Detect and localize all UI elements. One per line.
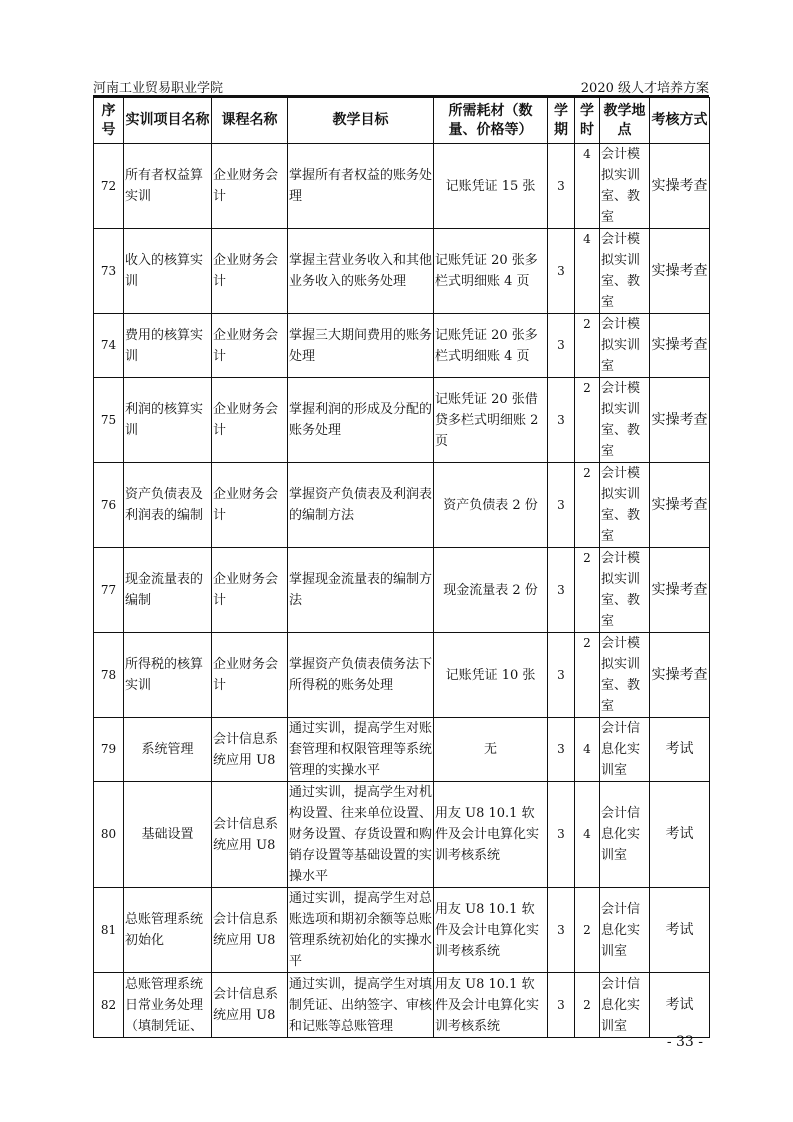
cell-exam: 实操考查 <box>650 548 710 633</box>
cell-exam: 考试 <box>650 973 710 1038</box>
cell-hours: 2 <box>575 378 600 463</box>
document-title: 2020 级人才培养方案 <box>580 81 709 96</box>
cell-hours: 4 <box>575 718 600 782</box>
cell-exam: 实操考查 <box>650 633 710 718</box>
table-row <box>94 888 710 973</box>
cell-materials: 记账凭证 20 张多栏式明细账 4 页 <box>434 314 548 378</box>
col-header-materials: 所需耗材（数量、价格等） <box>434 98 548 144</box>
col-header-goal: 教学目标 <box>288 98 434 144</box>
cell-course: 企业财务会计 <box>212 463 288 548</box>
cell-project: 费用的核算实训 <box>124 314 212 378</box>
cell-project: 总账管理系统初始化 <box>124 888 212 973</box>
cell-location: 会计模拟实训室、教室 <box>600 229 650 314</box>
cell-project: 利润的核算实训 <box>124 378 212 463</box>
cell-hours: 4 <box>575 144 600 229</box>
cell-num: 72 <box>94 144 124 229</box>
institution-name: 河南工业贸易职业学院 <box>93 81 224 96</box>
cell-location: 会计信息化实训室 <box>600 782 650 888</box>
cell-goal: 通过实训，提高学生对填制凭证、出纳签字、审核和记账等总账管理 <box>288 973 434 1038</box>
table-row <box>94 229 710 314</box>
cell-course: 企业财务会计 <box>212 229 288 314</box>
cell-materials: 记账凭证 10 张 <box>434 633 548 718</box>
cell-materials: 用友 U8 10.1 软件及会计电算化实训考核系统 <box>434 973 548 1038</box>
cell-location: 会计模拟实训室、教室 <box>600 548 650 633</box>
cell-hours: 4 <box>575 229 600 314</box>
cell-exam: 考试 <box>650 718 710 782</box>
cell-num: 80 <box>94 782 124 888</box>
cell-materials: 现金流量表 2 份 <box>434 548 548 633</box>
cell-num: 78 <box>94 633 124 718</box>
cell-course: 企业财务会计 <box>212 314 288 378</box>
cell-course: 会计信息系统应用 U8 <box>212 718 288 782</box>
cell-materials: 用友 U8 10.1 软件及会计电算化实训考核系统 <box>434 782 548 888</box>
cell-num: 76 <box>94 463 124 548</box>
col-header-exam: 考核方式 <box>650 98 710 144</box>
cell-term: 3 <box>548 548 575 633</box>
cell-location: 会计模拟实训室、教室 <box>600 144 650 229</box>
col-header-course: 课程名称 <box>212 98 288 144</box>
cell-num: 81 <box>94 888 124 973</box>
table-row <box>94 633 710 718</box>
cell-exam: 考试 <box>650 888 710 973</box>
col-header-project: 实训项目名称 <box>124 98 212 144</box>
table-row <box>94 782 710 888</box>
cell-exam: 实操考查 <box>650 463 710 548</box>
cell-term: 3 <box>548 378 575 463</box>
cell-materials: 资产负债表 2 份 <box>434 463 548 548</box>
cell-project: 资产负债表及利润表的编制 <box>124 463 212 548</box>
cell-course: 企业财务会计 <box>212 144 288 229</box>
cell-location: 会计模拟实训室、教室 <box>600 463 650 548</box>
cell-goal: 掌握所有者权益的账务处理 <box>288 144 434 229</box>
table-header-row <box>94 98 710 144</box>
cell-course: 会计信息系统应用 U8 <box>212 782 288 888</box>
cell-num: 77 <box>94 548 124 633</box>
table-row <box>94 378 710 463</box>
cell-location: 会计信息化实训室 <box>600 888 650 973</box>
cell-goal: 通过实训，提高学生对总账选项和期初余额等总账管理系统初始化的实操水平 <box>288 888 434 973</box>
cell-goal: 通过实训，提高学生对账套管理和权限管理等系统管理的实操水平 <box>288 718 434 782</box>
table-row <box>94 463 710 548</box>
cell-course: 企业财务会计 <box>212 378 288 463</box>
cell-term: 3 <box>548 144 575 229</box>
cell-term: 3 <box>548 718 575 782</box>
cell-project: 所得税的核算实训 <box>124 633 212 718</box>
cell-course: 企业财务会计 <box>212 548 288 633</box>
table-row <box>94 314 710 378</box>
cell-exam: 实操考查 <box>650 378 710 463</box>
cell-hours: 4 <box>575 782 600 888</box>
cell-goal: 通过实训，提高学生对机构设置、往来单位设置、财务设置、存货设置和购销存设置等基础设置的实操水平 <box>288 782 434 888</box>
cell-term: 3 <box>548 633 575 718</box>
cell-term: 3 <box>548 314 575 378</box>
col-header-hours: 学时 <box>575 98 600 144</box>
cell-materials: 无 <box>434 718 548 782</box>
cell-course: 企业财务会计 <box>212 633 288 718</box>
cell-materials: 记账凭证 20 张借贷多栏式明细账 2 页 <box>434 378 548 463</box>
cell-goal: 掌握主营业务收入和其他业务收入的账务处理 <box>288 229 434 314</box>
cell-num: 74 <box>94 314 124 378</box>
cell-hours: 2 <box>575 463 600 548</box>
cell-materials: 记账凭证 20 张多栏式明细账 4 页 <box>434 229 548 314</box>
cell-exam: 实操考查 <box>650 229 710 314</box>
cell-goal: 掌握资产负债表及利润表的编制方法 <box>288 463 434 548</box>
training-table <box>93 97 710 1038</box>
cell-num: 73 <box>94 229 124 314</box>
cell-goal: 掌握现金流量表的编制方法 <box>288 548 434 633</box>
cell-goal: 掌握利润的形成及分配的账务处理 <box>288 378 434 463</box>
cell-term: 3 <box>548 229 575 314</box>
cell-exam: 实操考查 <box>650 314 710 378</box>
cell-term: 3 <box>548 973 575 1038</box>
cell-hours: 2 <box>575 548 600 633</box>
cell-materials: 记账凭证 15 张 <box>434 144 548 229</box>
cell-project: 所有者权益算实训 <box>124 144 212 229</box>
col-header-term: 学期 <box>548 98 575 144</box>
col-header-location: 教学地点 <box>600 98 650 144</box>
cell-project: 系统管理 <box>124 718 212 782</box>
table-row <box>94 144 710 229</box>
cell-num: 82 <box>94 973 124 1038</box>
page-number: - 33 - <box>666 1034 703 1050</box>
cell-location: 会计模拟实训室、教室 <box>600 633 650 718</box>
cell-course: 会计信息系统应用 U8 <box>212 888 288 973</box>
cell-location: 会计信息化实训室 <box>600 718 650 782</box>
cell-project: 收入的核算实训 <box>124 229 212 314</box>
cell-project: 总账管理系统日常业务处理（填制凭证、 <box>124 973 212 1038</box>
cell-term: 3 <box>548 782 575 888</box>
cell-num: 75 <box>94 378 124 463</box>
cell-exam: 考试 <box>650 782 710 888</box>
cell-hours: 2 <box>575 633 600 718</box>
table-row <box>94 973 710 1038</box>
col-header-num: 序号 <box>94 98 124 144</box>
cell-location: 会计模拟实训室、教室 <box>600 378 650 463</box>
cell-materials: 用友 U8 10.1 软件及会计电算化实训考核系统 <box>434 888 548 973</box>
cell-term: 3 <box>548 888 575 973</box>
page-header <box>93 75 709 95</box>
cell-exam: 实操考查 <box>650 144 710 229</box>
cell-goal: 掌握三大期间费用的账务处理 <box>288 314 434 378</box>
cell-location: 会计信息化实训室 <box>600 973 650 1038</box>
cell-project: 基础设置 <box>124 782 212 888</box>
cell-term: 3 <box>548 463 575 548</box>
cell-course: 会计信息系统应用 U8 <box>212 973 288 1038</box>
cell-goal: 掌握资产负债表债务法下所得税的账务处理 <box>288 633 434 718</box>
table-row <box>94 718 710 782</box>
cell-hours: 2 <box>575 973 600 1038</box>
cell-num: 79 <box>94 718 124 782</box>
cell-project: 现金流量表的编制 <box>124 548 212 633</box>
cell-hours: 2 <box>575 888 600 973</box>
cell-hours: 2 <box>575 314 600 378</box>
table-row <box>94 548 710 633</box>
cell-location: 会计模拟实训室 <box>600 314 650 378</box>
